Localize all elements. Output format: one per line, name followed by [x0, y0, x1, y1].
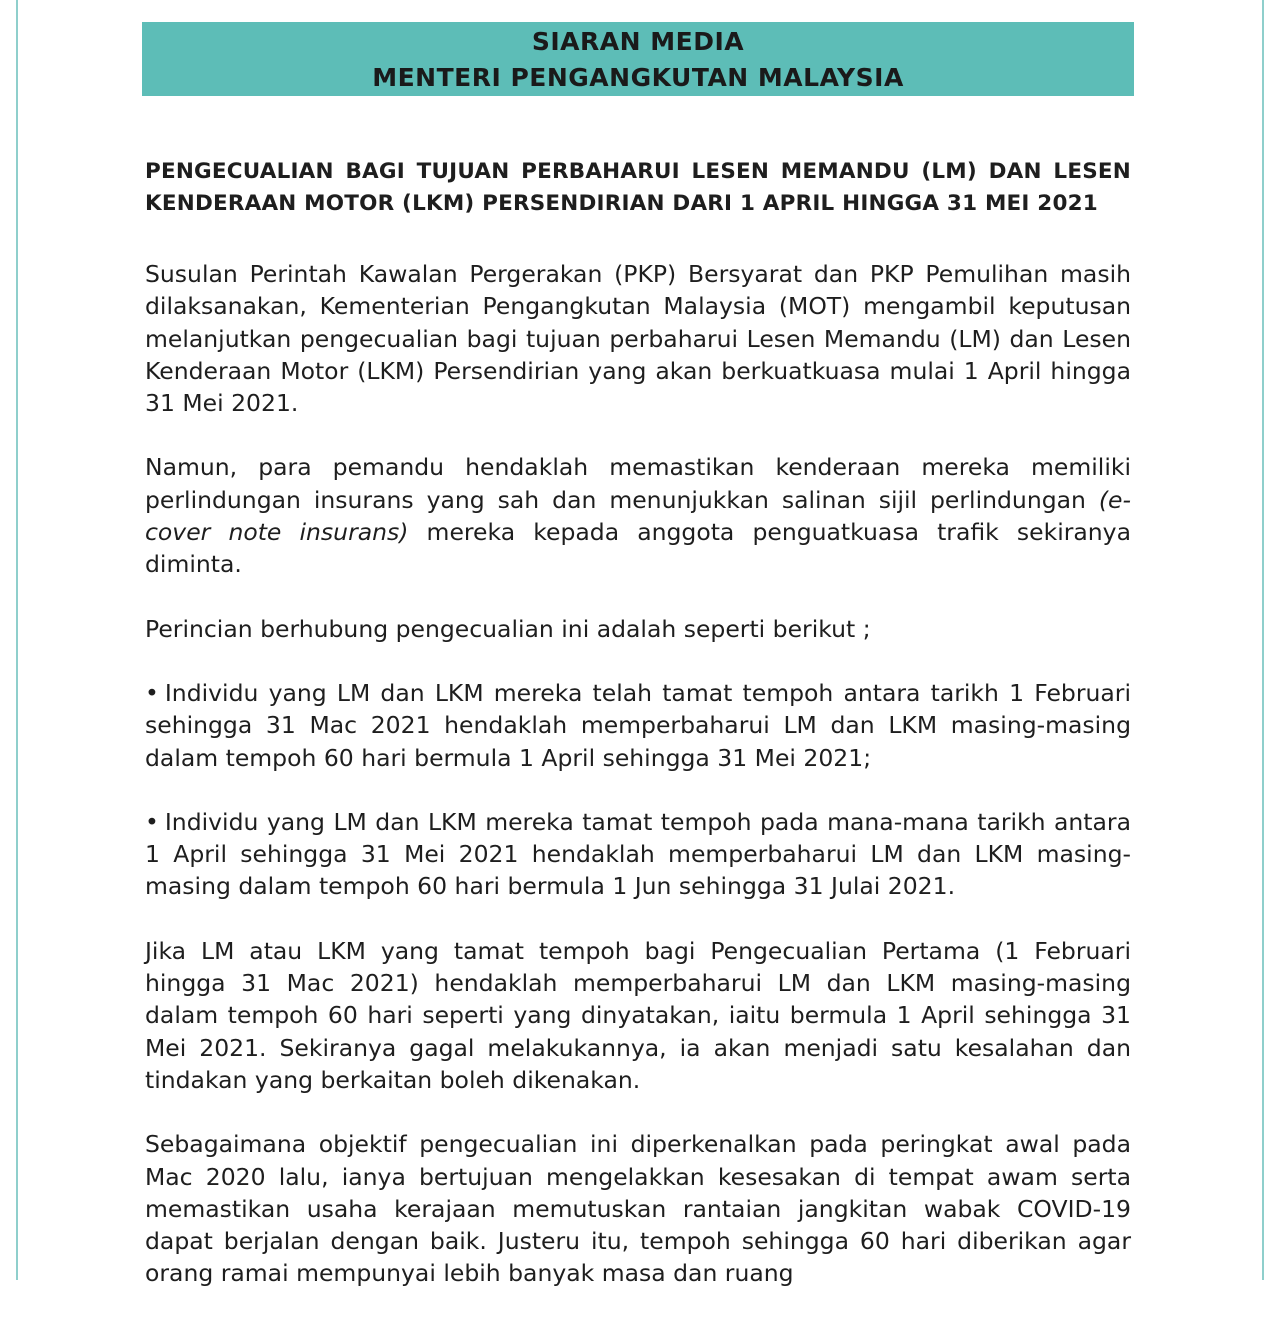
document-body: [145, 156, 1131, 1322]
header-title: SIARAN MEDIA: [531, 27, 745, 56]
bullet-item-1-text: Individu yang LM dan LKM mereka telah tamat tempoh antara tarikh 1 Februari sehingga 31 Mac 2021 hendaklah memperbaharui LM dan LKM masing-masing dalam tempoh 60 hari bermula 1 April sehingga 31 Mei 2021;: [145, 678, 1131, 772]
bullet-item-2: [145, 806, 1131, 903]
header-banner: [142, 22, 1134, 96]
bullet-icon: •: [145, 807, 159, 836]
paragraph-2: [145, 451, 1131, 580]
paragraph-2-italic: (e-cover note insurans): [145, 485, 1131, 547]
bullet-item-1: [145, 677, 1131, 774]
bullet-icon: •: [145, 678, 159, 707]
page-border-left: [16, 0, 18, 1280]
bullet-item-2-text: Individu yang LM dan LKM mereka tamat tempoh pada mana-mana tarikh antara 1 April sehingga 31 Mei 2021 hendaklah memperbaharui LM dan LKM masing-masing dalam tempoh 60 hari bermula 1 Jun sehingga 31 Julai 2021.: [145, 807, 1131, 901]
paragraph-2-end: mereka kepada anggota penguatkuasa trafik sekiranya diminta.: [145, 518, 1131, 579]
paragraph-4: Jika LM atau LKM yang tamat tempoh bagi Pengecualian Pertama (1 Februari hingga 31 Mac 2021) hendaklah memperbaharui LM dan LKM masing-masing dalam tempoh 60 hari seperti yang dinyatakan, iaitu bermula 1 April sehingga 31 Mei 2021. Sekiranya gagal melakukannya, ia akan menjadi satu kesalahan dan tindakan yang berkaitan boleh dikenakan.: [145, 936, 1131, 1094]
paragraph-3: Perincian berhubung pengecualian ini adalah seperti berikut ;: [145, 614, 871, 643]
page-border-right: [1262, 0, 1264, 1280]
paragraph-1: Susulan Perintah Kawalan Pergerakan (PKP) Bersyarat dan PKP Pemulihan masih dilaksanakan, Kementerian Pengangkutan Malaysia (MOT) mengambil keputusan melanjutkan pengecualian bagi tujuan perbaharui Lesen Memandu (LM) dan Lesen Kenderaan Motor (LKM) Persendirian yang akan berkuatkuasa mulai 1 April hingga 31 Mei 2021.: [145, 260, 1131, 418]
paragraph-5: Sebagaimana objektif pengecualian ini diperkenalkan pada peringkat awal pada Mac 2020 lalu, ianya bertujuan mengelakkan kesesakan di tempat awam serta memastikan usaha kerajaan memutuskan rantaian jangkitan wabak COVID-19 dapat berjalan dengan baik. Justeru itu, tempoh sehingga 60 hari diberikan agar orang ramai mempunyai lebih banyak masa dan ruang: [145, 1130, 1131, 1288]
paragraph-2-start: Namun, para pemandu hendaklah memastikan kenderaan mereka memiliki perlindungan insurans yang sah dan menunjukkan salinan sijil perlindungan: [145, 453, 1131, 514]
header-subtitle: MENTERI PENGANGKUTAN MALAYSIA: [372, 63, 904, 92]
document-heading: PENGECUALIAN BAGI TUJUAN PERBAHARUI LESEN MEMANDU (LM) DAN LESEN KENDERAAN MOTOR (LKM) PERSENDIRIAN DARI 1 APRIL HINGGA 31 MEI 2021: [145, 159, 1131, 216]
